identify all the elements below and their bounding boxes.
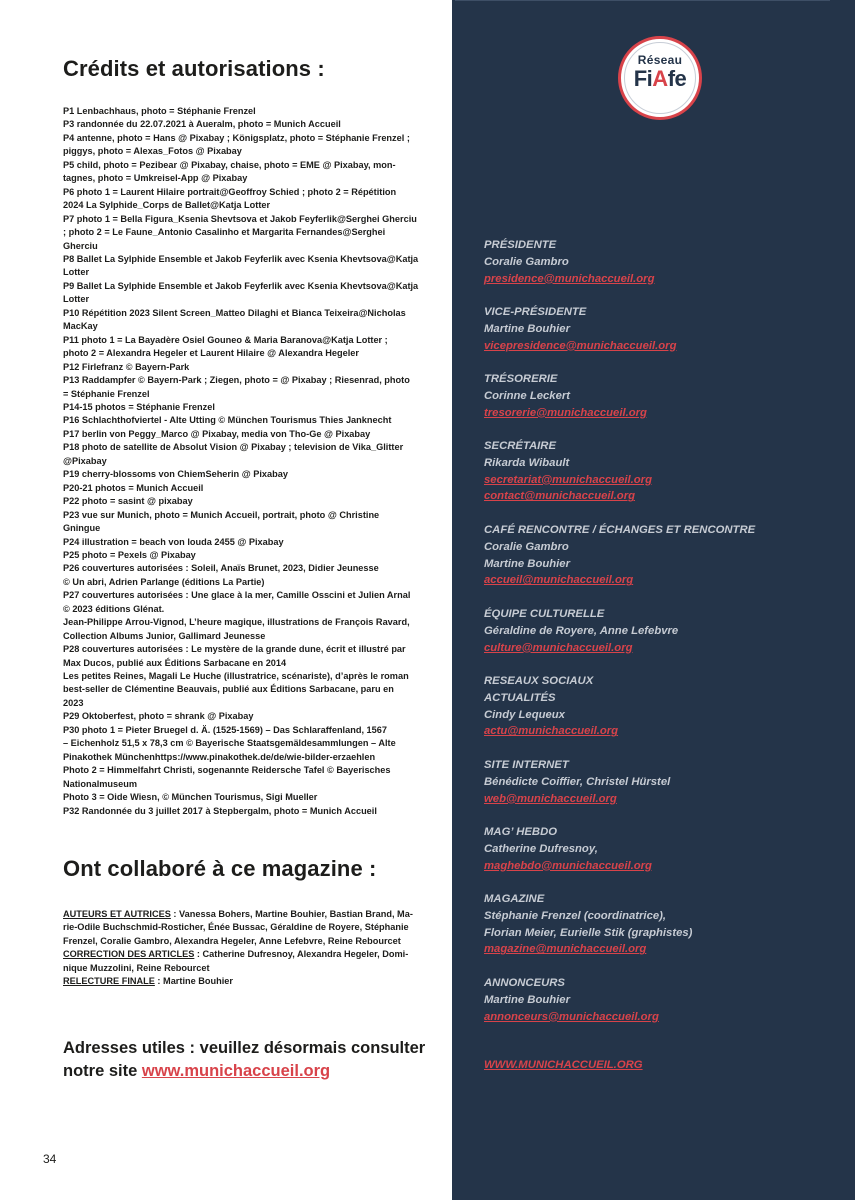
contact-role: VICE-PRÉSIDENTE bbox=[484, 306, 587, 318]
contact-person: Martine Bouhier bbox=[484, 993, 570, 1006]
contact-person: Coralie Gambro bbox=[484, 255, 569, 268]
credit-line: piggys, photo = Alexas_Fotos @ Pixabay bbox=[63, 146, 242, 157]
collaborators-heading: Ont collaboré à ce magazine : bbox=[63, 856, 377, 881]
credit-line: 2024 La Sylphide_Corps de Ballet@Katja Lotter bbox=[63, 200, 271, 211]
contact-email-link[interactable]: accueil@munichaccueil.org bbox=[484, 574, 634, 587]
credit-line: P24 illustration = beach von louda 2455 @ Pixabay bbox=[63, 536, 284, 547]
contact-email-link[interactable]: annonceurs@munichaccueil.org bbox=[484, 1010, 659, 1023]
contact-person: Rikarda Wibault bbox=[484, 456, 570, 469]
contact-email-link[interactable]: presidence@munichaccueil.org bbox=[484, 272, 655, 285]
relecture-text: : Martine Bouhier bbox=[154, 976, 233, 987]
credit-line: Lotter bbox=[63, 294, 90, 305]
credit-line: P18 photo de satellite de Absolut Vision @ Pixabay ; television de Vika_Glitter bbox=[63, 442, 404, 453]
credit-line: P14-15 photos = Stéphanie Frenzel bbox=[63, 401, 215, 412]
authors-line-1 bbox=[63, 908, 435, 921]
contact-block bbox=[484, 371, 829, 421]
credit-line: P5 child, photo = Pezibear @ Pixabay, chaise, photo = EME @ Pixabay, mon- bbox=[63, 159, 396, 170]
credit-line: P19 cherry-blossoms von ChiemSeherin @ Pixabay bbox=[63, 469, 288, 480]
credit-line: P6 photo 1 = Laurent Hilaire portrait@Geoffroy Schied ; photo 2 = Répétition bbox=[63, 186, 397, 197]
credit-line: P27 couvertures autorisées : Une glace à la mer, Camille Osscini et Julien Arnal bbox=[63, 590, 411, 601]
credit-line: P10 Répétition 2023 Silent Screen_Matteo Dilaghi et Bianca Teixeira@Nicholas bbox=[63, 307, 406, 318]
credit-line: P26 couvertures autorisées : Soleil, Anaïs Brunet, 2023, Didier Jeunesse bbox=[63, 563, 379, 574]
credit-line: P25 photo = Pexels @ Pixabay bbox=[63, 549, 196, 560]
logo-reseau-text: Réseau bbox=[637, 53, 683, 67]
authors-text: : Vanessa Bohers, Martine Bouhier, Bastian Brand, Ma- bbox=[170, 909, 413, 919]
credit-line: P4 antenne, photo = Hans @ Pixabay ; Königsplatz, photo = Stéphanie Frenzel ; bbox=[63, 132, 410, 143]
credit-line: P12 Firlefranz © Bayern-Park bbox=[63, 361, 190, 372]
credit-line: P20-21 photos = Munich Accueil bbox=[63, 482, 204, 493]
credit-line: Nationalmuseum bbox=[63, 778, 138, 789]
contact-block bbox=[484, 438, 829, 505]
contact-person: Martine Bouhier bbox=[484, 557, 570, 570]
addresses-line-2 bbox=[63, 1060, 443, 1083]
contact-block bbox=[484, 824, 829, 874]
contact-email-link[interactable]: tresorerie@munichaccueil.org bbox=[484, 406, 647, 419]
contact-block bbox=[484, 304, 829, 354]
contact-person: Cindy Lequeux bbox=[484, 708, 565, 721]
correction-label: CORRECTION DES ARTICLES bbox=[63, 949, 195, 960]
contact-block bbox=[484, 606, 829, 656]
contact-block bbox=[484, 891, 829, 958]
correction-line-1 bbox=[63, 948, 435, 961]
credits-list bbox=[63, 105, 435, 818]
contact-role: RESEAUX SOCIAUX bbox=[484, 675, 594, 687]
credit-line: Gningue bbox=[63, 523, 101, 534]
credit-line: P30 photo 1 = Pieter Bruegel d. Ä. (1525-1569) – Das Schlaraffenland, 1567 bbox=[63, 724, 387, 735]
contact-person: Martine Bouhier bbox=[484, 322, 570, 335]
credit-line: photo 2 = Alexandra Hegeler et Laurent Hilaire @ Alexandra Hegeler bbox=[63, 348, 359, 359]
authors-line-3: Frenzel, Coralie Gambro, Alexandra Hegeler, Anne Lefebvre, Reine Rebourcet bbox=[63, 935, 401, 946]
contact-email-link[interactable]: web@munichaccueil.org bbox=[484, 792, 617, 805]
authors-label: AUTEURS ET AUTRICES bbox=[63, 909, 171, 919]
credit-line: © 2023 éditions Glénat. bbox=[63, 603, 165, 614]
collaborators-list bbox=[63, 908, 435, 988]
credit-line: P11 photo 1 = La Bayadère Osiel Gouneo & Maria Baranova@Katja Lotter ; bbox=[63, 334, 388, 345]
contact-role: ACTUALITÉS bbox=[484, 691, 556, 704]
contact-block bbox=[484, 757, 829, 807]
useful-addresses bbox=[63, 1037, 443, 1083]
correction-line-2: nique Muzzolini, Reine Rebourcet bbox=[63, 962, 210, 973]
credit-line: Les petites Reines, Magali Le Huche (illustratrice, scénariste), d’après le roman bbox=[63, 671, 409, 682]
credit-line: P22 photo = sasint @ pixabay bbox=[63, 496, 193, 507]
contact-role: SITE INTERNET bbox=[484, 759, 569, 771]
contact-role: TRÉSORERIE bbox=[484, 373, 558, 385]
credit-line: Max Ducos, publié aux Éditions Sarbacane en 2014 bbox=[63, 657, 287, 668]
contact-email-link[interactable]: secretariat@munichaccueil.org bbox=[484, 473, 652, 486]
credit-line: = Stéphanie Frenzel bbox=[63, 388, 150, 399]
credit-line: P7 photo 1 = Bella Figura_Ksenia Shevtsova et Jakob Feyferlik@Serghei Gherciu bbox=[63, 213, 417, 224]
credit-line: – Eichenholz 51,5 x 78,3 cm © Bayerische Staatsgemäldesammlungen – Alte bbox=[63, 738, 396, 749]
logo-fiafe-text: FiAfe bbox=[633, 66, 687, 91]
contact-role: MAG’ HEBDO bbox=[484, 826, 558, 838]
contact-person: Coralie Gambro bbox=[484, 540, 569, 553]
contact-email-link[interactable]: contact@munichaccueil.org bbox=[484, 490, 636, 503]
credit-line: P32 Randonnée du 3 juillet 2017 à Stepbergalm, photo = Munich Accueil bbox=[63, 805, 377, 816]
contact-email-link[interactable]: culture@munichaccueil.org bbox=[484, 641, 633, 654]
credit-line: P28 couvertures autorisées : Le mystère de la grande dune, écrit et illustré par bbox=[63, 644, 406, 655]
contact-person: Stéphanie Frenzel (coordinatrice), bbox=[484, 909, 667, 922]
contact-role: CAFÉ RENCONTRE / ÉCHANGES ET RENCONTRE bbox=[484, 524, 756, 536]
credit-line: P17 berlin von Peggy_Marco @ Pixabay, media von Tho-Ge @ Pixabay bbox=[63, 428, 371, 439]
contact-person: Corinne Leckert bbox=[484, 389, 571, 402]
correction-text: : Catherine Dufresnoy, Alexandra Hegeler, Domi- bbox=[194, 949, 409, 960]
contact-person: Catherine Dufresnoy, bbox=[484, 842, 598, 855]
contact-block bbox=[484, 522, 829, 589]
credit-line: best-seller de Clémentine Beauvais, publié aux Éditions Sarbacane, paru en bbox=[63, 684, 394, 695]
contact-email-link[interactable]: vicepresidence@munichaccueil.org bbox=[484, 339, 677, 352]
contact-role: ANNONCEURS bbox=[484, 977, 565, 989]
website-link-right[interactable]: WWW.MUNICHACCUEIL.ORG bbox=[484, 1059, 643, 1071]
credits-heading: Crédits et autorisations : bbox=[63, 56, 325, 81]
contact-person: Géraldine de Royere, Anne Lefebvre bbox=[484, 624, 679, 637]
contact-person: Bénédicte Coiffier, Christel Hürstel bbox=[484, 775, 671, 788]
credit-line: P8 Ballet La Sylphide Ensemble et Jakob Feyferlik avec Ksenia Khevtsova@Katja bbox=[63, 253, 419, 264]
contact-role: ÉQUIPE CULTURELLE bbox=[484, 608, 605, 620]
contact-role: MAGAZINE bbox=[484, 893, 545, 905]
credit-line: ; photo 2 = Le Faune_Antonio Casalinho et Margarita Fernandes@Serghei bbox=[63, 227, 386, 238]
credit-line: tagnes, photo = Umkreisel-App @ Pixabay bbox=[63, 173, 248, 184]
page-number: 34 bbox=[43, 1152, 57, 1166]
contact-email-link[interactable]: actu@munichaccueil.org bbox=[484, 725, 619, 738]
relecture-label: RELECTURE FINALE bbox=[63, 976, 155, 987]
website-link-left[interactable]: www.munichaccueil.org bbox=[141, 1062, 331, 1080]
contact-block bbox=[484, 673, 829, 740]
credit-line: P23 vue sur Munich, photo = Munich Accueil, portrait, photo @ Christine bbox=[63, 509, 380, 520]
contact-person: Florian Meier, Eurielle Stik (graphistes) bbox=[484, 926, 693, 939]
credit-line: Gherciu bbox=[63, 240, 98, 251]
credit-line: MacKay bbox=[63, 321, 98, 332]
credit-line: Pinakothek Münchenhttps://www.pinakothek.de/de/wie-bilder-erzaehlen bbox=[63, 751, 376, 762]
contact-email-link[interactable]: maghebdo@munichaccueil.org bbox=[484, 859, 652, 872]
credit-line: P3 randonnée du 22.07.2021 à Aueralm, photo = Munich Accueil bbox=[63, 119, 341, 130]
credit-line: P13 Raddampfer © Bayern-Park ; Ziegen, photo = @ Pixabay ; Riesenrad, photo bbox=[63, 375, 410, 386]
addresses-line-1: Adresses utiles : veuillez désormais consulter bbox=[63, 1039, 426, 1057]
contact-block bbox=[484, 237, 829, 287]
top-divider bbox=[455, 0, 830, 1]
contact-email-link[interactable]: magazine@munichaccueil.org bbox=[484, 943, 647, 956]
authors-line-2: rie-Odile Buchschmid-Rostiсher, Énée Bussac, Géraldine de Royere, Stéphanie bbox=[63, 922, 409, 933]
credit-line: © Un abri, Adrien Parlange (éditions La Partie) bbox=[63, 576, 265, 587]
relecture-line bbox=[63, 975, 435, 988]
addresses-prefix: notre site bbox=[63, 1062, 142, 1080]
credit-line: P1 Lenbachhaus, photo = Stéphanie Frenzel bbox=[63, 106, 256, 116]
credit-line: Photo 3 = Oide Wiesn, © München Tourismus, Sigi Mueller bbox=[63, 792, 318, 803]
credit-line: Collection Albums Junior, Gallimard Jeunesse bbox=[63, 630, 266, 641]
reseau-fiafe-logo bbox=[618, 36, 702, 120]
credit-line: P9 Ballet La Sylphide Ensemble et Jakob Feyferlik avec Ksenia Khevtsova@Katja bbox=[63, 280, 419, 291]
contact-role: SECRÉTAIRE bbox=[484, 440, 556, 452]
credit-line: @Pixabay bbox=[63, 455, 107, 466]
credit-line: Jean-Philippe Arrou-Vignod, L’heure magique, illustrations de François Ravard, bbox=[63, 617, 410, 628]
contact-block bbox=[484, 975, 829, 1025]
credit-line: Photo 2 = Himmelfahrt Christi, sogenannte Reidersche Tafel © Bayerisches bbox=[63, 765, 391, 776]
credit-line: P16 Schlachthofviertel - Alte Utting © München Tourismus Thies Janknecht bbox=[63, 415, 392, 426]
credit-line: P29 Oktoberfest, photo = shrank @ Pixabay bbox=[63, 711, 254, 722]
contact-role: PRÉSIDENTE bbox=[484, 239, 557, 251]
credit-line: Lotter bbox=[63, 267, 90, 278]
credit-line: 2023 bbox=[63, 697, 84, 708]
